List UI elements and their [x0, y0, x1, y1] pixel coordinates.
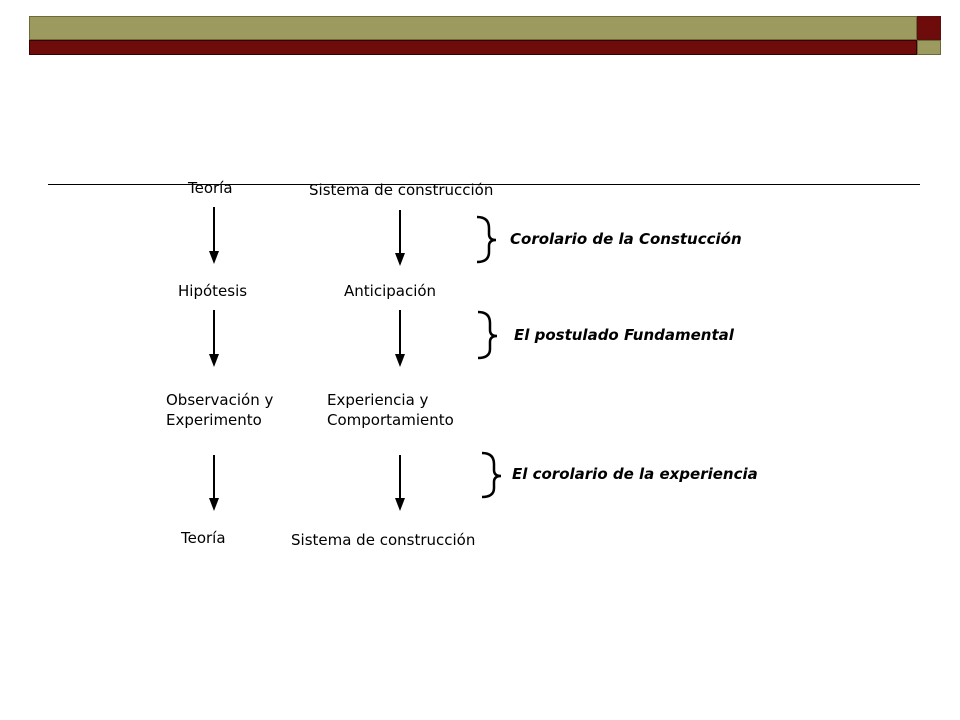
experience-line1: Experiencia y: [327, 391, 429, 409]
observation-line2: Experimento: [166, 411, 262, 429]
brace-3: [482, 453, 501, 497]
annotation-corolario-construccion: Corolario de la Constucción: [510, 230, 742, 248]
arrow-construction-to-anticipation: [395, 210, 405, 266]
construction-start-label: Sistema de construcción: [309, 181, 494, 199]
annotation-postulado-fundamental: El postulado Fundamental: [514, 326, 734, 344]
arrow-observation-to-theory: [209, 455, 219, 511]
brace-2: [478, 312, 497, 358]
arrow-experience-to-construction: [395, 455, 405, 511]
anticipation-label: Anticipación: [344, 282, 437, 300]
theory-end-label: Teoría: [181, 529, 226, 547]
brace-1: [477, 217, 496, 262]
arrow-hypothesis-to-observation: [209, 310, 219, 367]
arrow-theory-to-hypothesis: [209, 207, 219, 264]
construction-end-label: Sistema de construcción: [291, 531, 476, 549]
arrow-anticipation-to-experience: [395, 310, 405, 367]
annotation-corolario-experiencia: El corolario de la experiencia: [512, 465, 758, 483]
hypothesis-label: Hipótesis: [178, 282, 248, 300]
theory-start-label: Teoría: [188, 179, 233, 197]
observation-line1: Observación y: [166, 391, 274, 409]
experience-line2: Comportamiento: [327, 411, 454, 429]
